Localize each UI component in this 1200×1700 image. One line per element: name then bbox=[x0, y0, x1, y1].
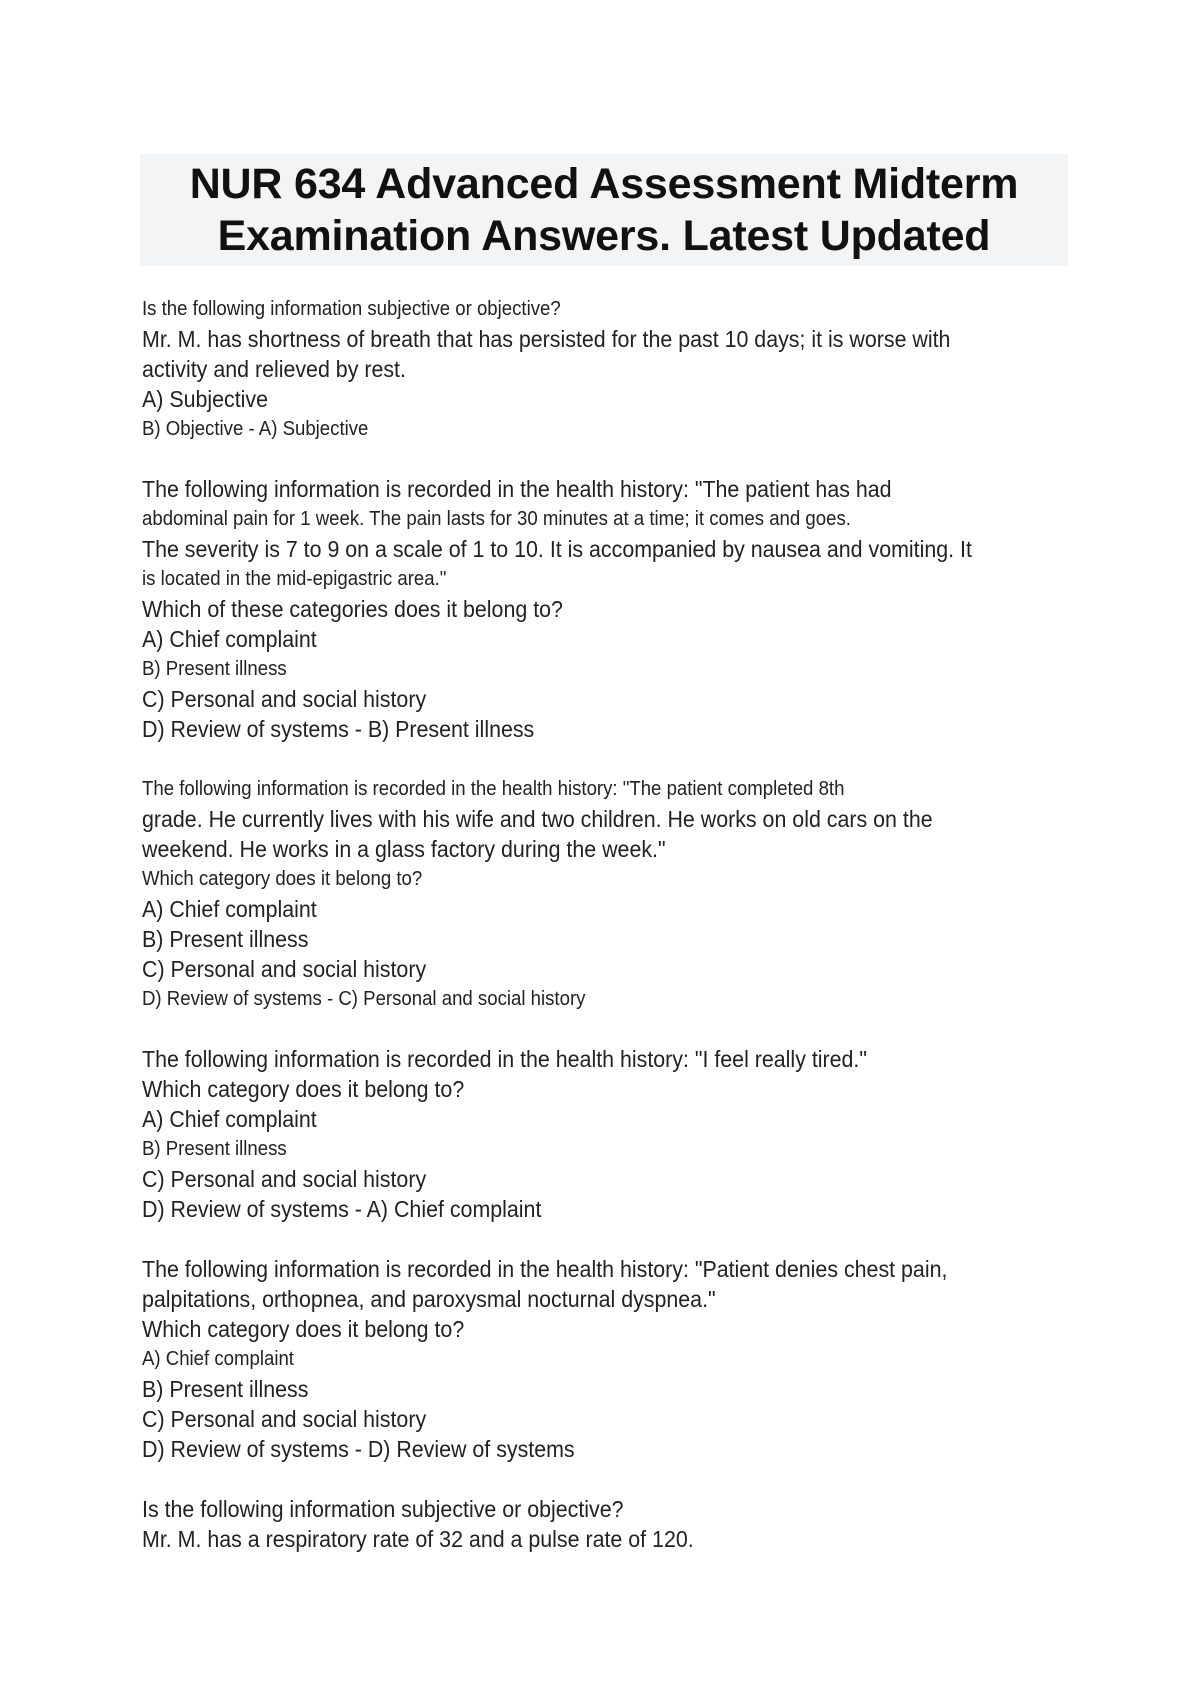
answer-option-with-answer: B) Objective - A) Subjective bbox=[142, 418, 369, 440]
question-text: The following information is recorded in the health history: "Patient denies chest pain, bbox=[142, 1256, 948, 1282]
question-2 bbox=[142, 474, 1082, 744]
question-text: Mr. M. has shortness of breath that has persisted for the past 10 days; it is worse with bbox=[142, 326, 951, 352]
question-text: weekend. He works in a glass factory during the week." bbox=[142, 836, 666, 862]
question-text: palpitations, orthopnea, and paroxysmal nocturnal dyspnea." bbox=[142, 1286, 716, 1312]
answer-option: C) Personal and social history bbox=[142, 1166, 427, 1192]
answer-option-with-answer: D) Review of systems - D) Review of systems bbox=[142, 1436, 575, 1462]
answer-option-with-answer: D) Review of systems - C) Personal and social history bbox=[142, 988, 586, 1010]
answer-option: C) Personal and social history bbox=[142, 1406, 427, 1432]
question-prompt: Which of these categories does it belong to? bbox=[142, 596, 563, 622]
questions-list bbox=[142, 294, 1082, 1584]
question-4 bbox=[142, 1044, 1082, 1224]
question-1 bbox=[142, 294, 1082, 444]
question-5 bbox=[142, 1254, 1082, 1464]
answer-option: A) Chief complaint bbox=[142, 626, 317, 652]
question-prompt: Which category does it belong to? bbox=[142, 1076, 465, 1102]
question-6 bbox=[142, 1494, 1082, 1554]
document-title-block bbox=[140, 154, 1068, 266]
answer-option: A) Chief complaint bbox=[142, 1106, 317, 1132]
question-prompt: Is the following information subjective or objective? bbox=[142, 1496, 624, 1522]
question-text: The following information is recorded in the health history: "I feel really tired." bbox=[142, 1046, 867, 1072]
answer-option-with-answer: D) Review of systems - B) Present illness bbox=[142, 716, 535, 742]
answer-option: A) Subjective bbox=[142, 386, 269, 412]
question-prompt: Which category does it belong to? bbox=[142, 868, 423, 890]
question-text: abdominal pain for 1 week. The pain lasts for 30 minutes at a time; it comes and goes. bbox=[142, 508, 851, 530]
document-title-line-2: Examination Answers. Latest Updated bbox=[217, 212, 991, 260]
question-text: activity and relieved by rest. bbox=[142, 356, 406, 382]
question-3 bbox=[142, 774, 1082, 1014]
answer-option: B) Present illness bbox=[142, 658, 287, 680]
answer-option: C) Personal and social history bbox=[142, 956, 427, 982]
answer-option: B) Present illness bbox=[142, 1376, 309, 1402]
answer-option: A) Chief complaint bbox=[142, 1348, 294, 1370]
question-text: The severity is 7 to 9 on a scale of 1 to 10. It is accompanied by nausea and vomiting. It bbox=[142, 536, 972, 562]
question-text: The following information is recorded in the health history: "The patient completed 8th bbox=[142, 778, 845, 800]
answer-option: A) Chief complaint bbox=[142, 896, 317, 922]
question-prompt: Is the following information subjective or objective? bbox=[142, 298, 561, 320]
answer-option-with-answer: D) Review of systems - A) Chief complaint bbox=[142, 1196, 542, 1222]
question-text: The following information is recorded in the health history: "The patient has had bbox=[142, 476, 892, 502]
question-text: grade. He currently lives with his wife and two children. He works on old cars on the bbox=[142, 806, 933, 832]
question-prompt: Which category does it belong to? bbox=[142, 1316, 465, 1342]
answer-option: B) Present illness bbox=[142, 1138, 287, 1160]
document-title bbox=[140, 154, 1068, 262]
question-text: Mr. M. has a respiratory rate of 32 and a pulse rate of 120. bbox=[142, 1526, 694, 1552]
answer-option: B) Present illness bbox=[142, 926, 309, 952]
question-text: is located in the mid-epigastric area." bbox=[142, 568, 447, 590]
document-title-line-1: NUR 634 Advanced Assessment Midterm bbox=[189, 160, 1019, 208]
answer-option: C) Personal and social history bbox=[142, 686, 427, 712]
